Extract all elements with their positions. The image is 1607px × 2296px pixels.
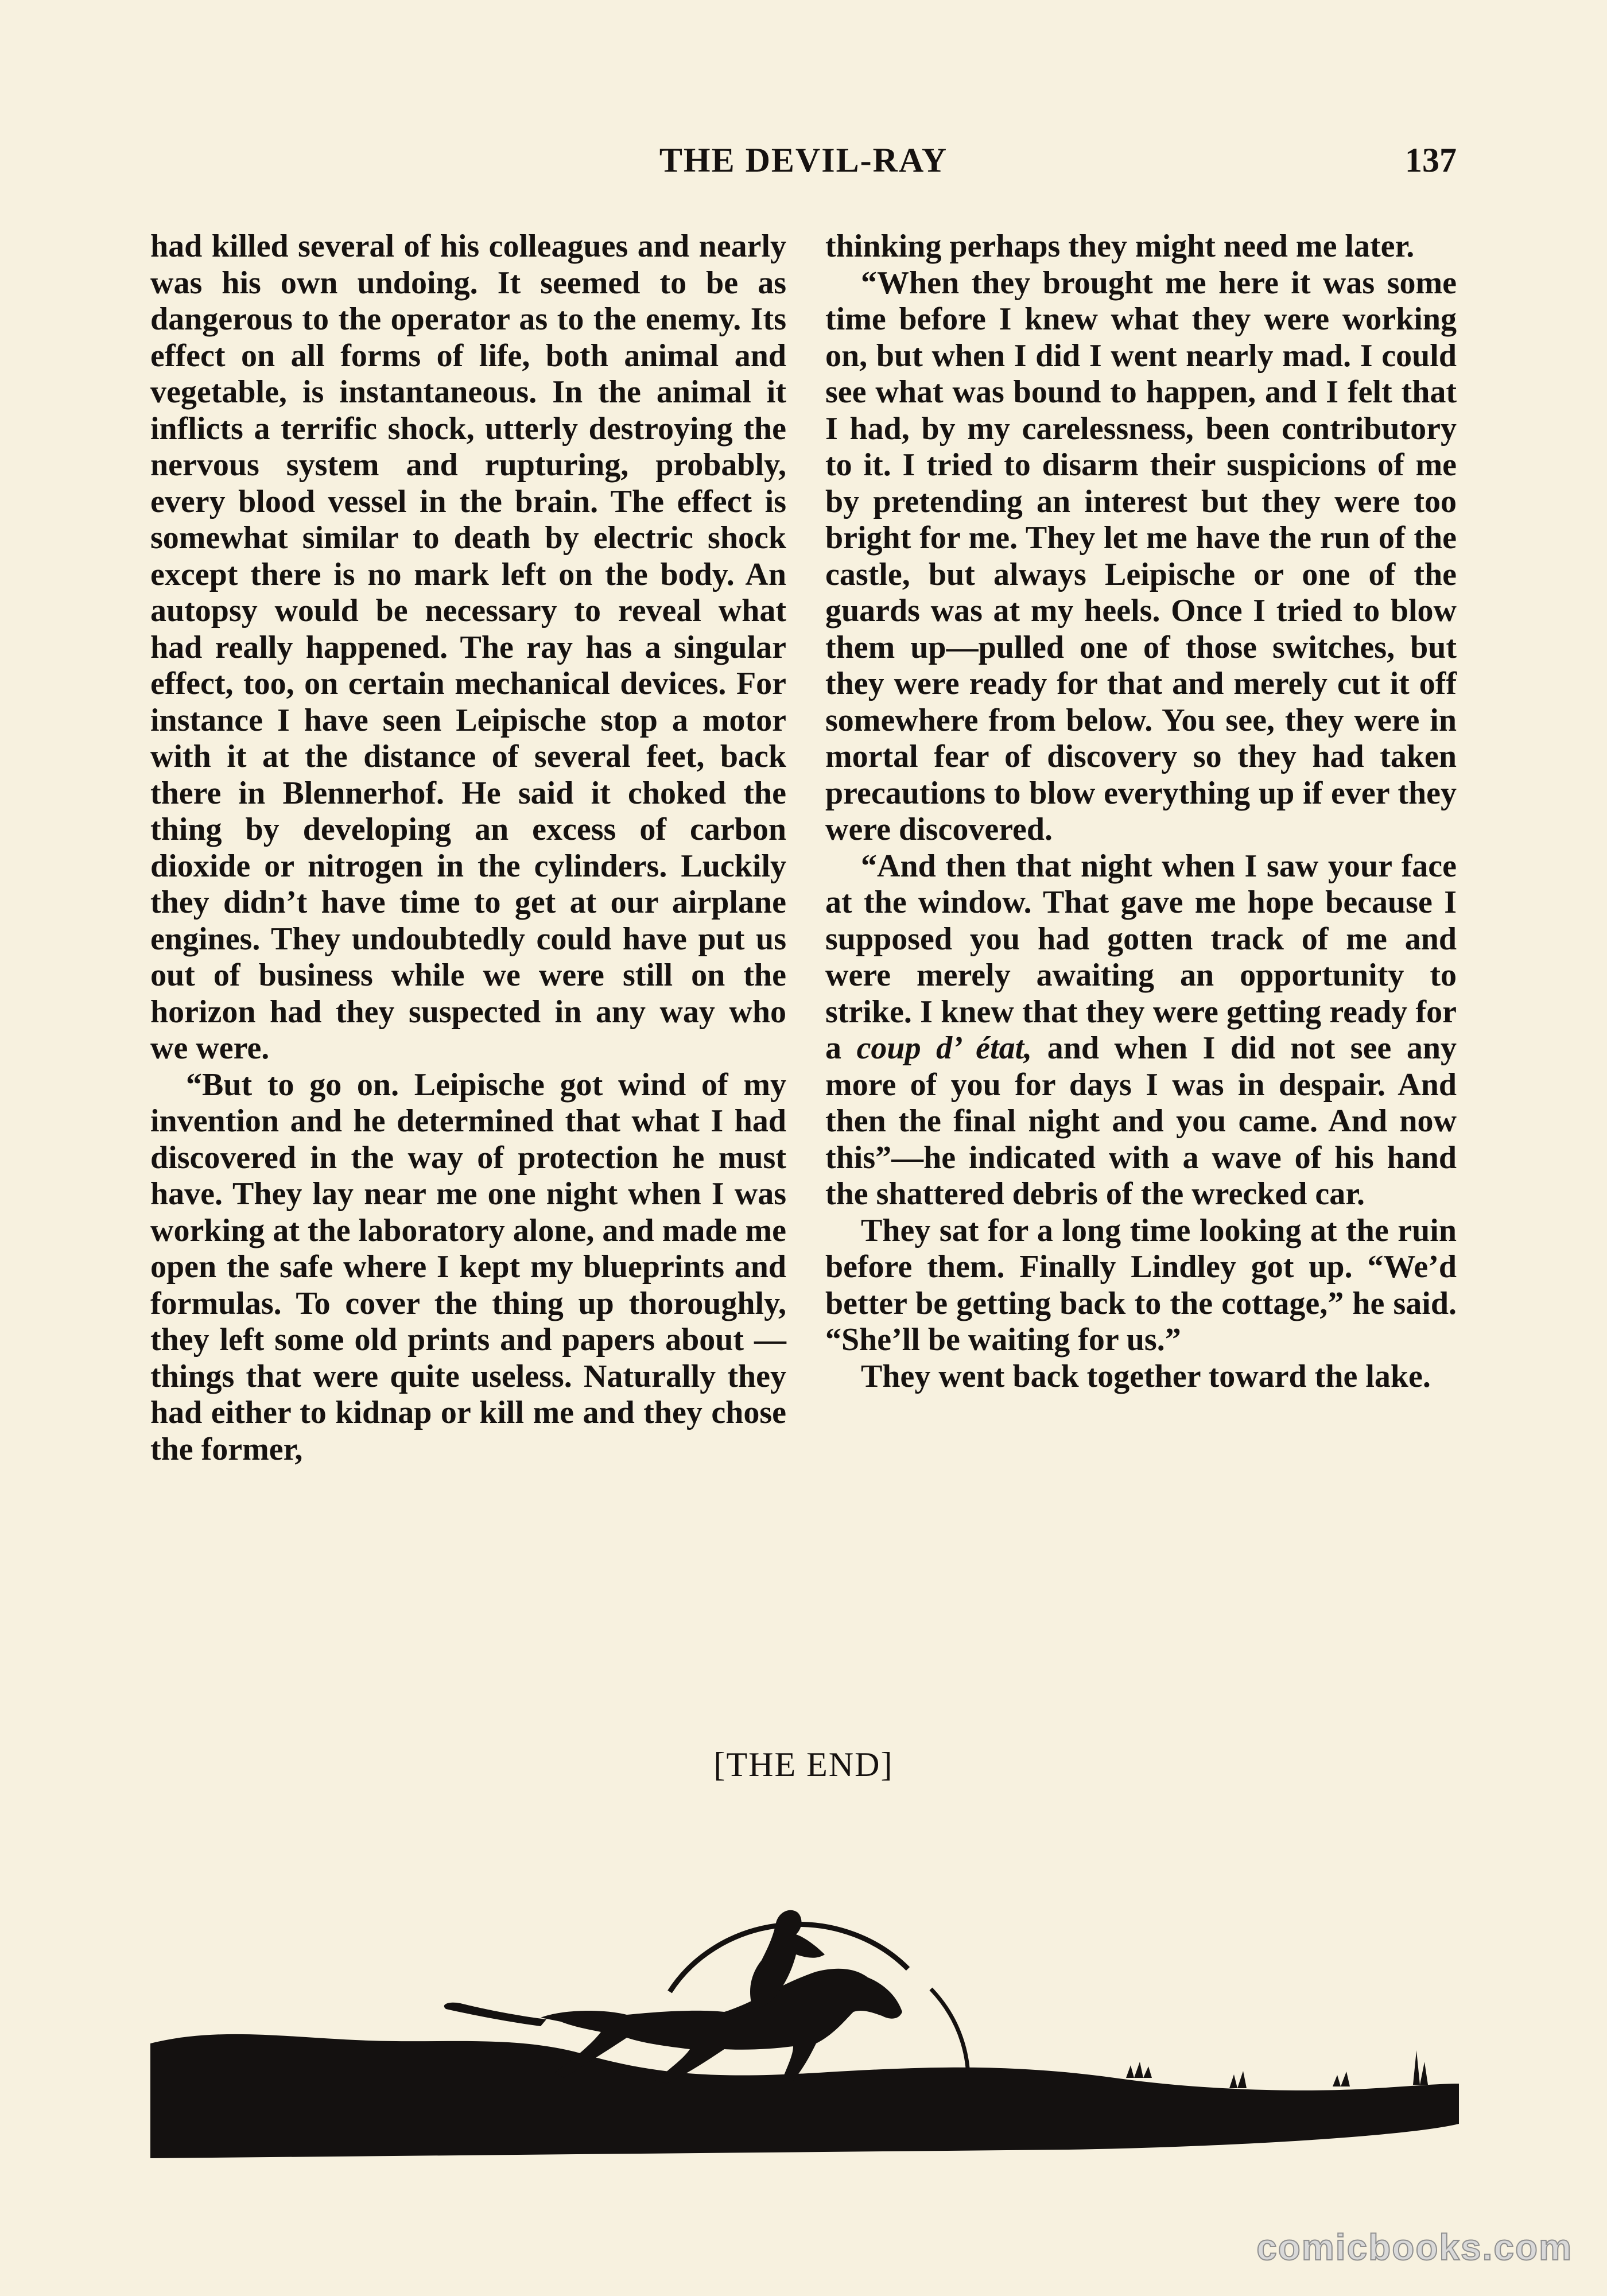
- paragraph: had killed several of his colleagues and nearly was his own undoing. It seemed to be as dangerous to the operator as to the enemy. Its effect on all forms of life, both animal and vegetable, is instantaneous. In the animal it inflicts a terrific shock, utterly destroying the nervous system and rupturing, probably, every blood vessel in the brain. The effect is somewhat similar to death by electric shock except there is no mark left on the body. An autopsy would be necessary to reveal what had really happened. The ray has a singular effect, too, on certain mechanical devices. For instance I have seen Leipische stop a motor with it at the distance of several feet, back there in Blennerhof. He said it choked the thing by developing an excess of carbon dioxide or nitrogen in the cylinders. Luckily they didn’t have time to get at our airplane engines. They undoubtedly could have put us out of business while we were still on the horizon had they suspected in any way who we were.: [150, 228, 786, 1066]
- left-column: [150, 228, 786, 1468]
- right-column: [825, 228, 1457, 1395]
- page-number: 137: [1405, 141, 1457, 179]
- paragraph-text: and when I did not see any more of you for days I was in despair. And then the final night and you came. And now this”—he indicated with a wave of his hand the shattered debris of the wrecked car.: [825, 1030, 1457, 1212]
- paragraph: [825, 848, 1457, 1213]
- rider-on-horse-silhouette-icon: [150, 1837, 1459, 2158]
- paragraph: They sat for a long time looking at the ruin before them. Finally Lindley got up. “We’d better be getting back to the cottage,” he said. “She’ll be waiting for us.”: [825, 1212, 1457, 1358]
- paragraph: They went back together toward the lake.: [861, 1358, 1431, 1394]
- paragraph: thinking perhaps they might need me later.: [825, 228, 1415, 264]
- paragraph: “But to go on. Leipische got wind of my invention and he determined that what I had discovered in the way of protection he must have. They lay near me one night when I was working at the laboratory alone, and made me open the safe where I kept my blueprints and formulas. To cover the thing up thoroughly, they left some old prints and papers about —things that were quite useless. Naturally they had either to kidnap or kill me and they chose the former,: [150, 1066, 786, 1467]
- running-title: THE DEVIL-RAY: [659, 141, 948, 179]
- watermark: comicbooks.com: [1256, 2227, 1573, 2268]
- paragraph-text: “And then that night when I saw your face at the window. That gave me hope because I supposed you had gotten track of me and were merely awaiting an opportunity to strike. I knew that they were getting ready for a: [825, 848, 1457, 1066]
- the-end-mark: [THE END]: [713, 1746, 894, 1783]
- italic-phrase: coup d’ état,: [856, 1030, 1032, 1066]
- paragraph: “When they brought me here it was some time before I knew what they were working on, but when I did I went nearly mad. I could see what was bound to happen, and I felt that I had, by my carelessness, been contributory to it. I tried to disarm their suspicions of me by pretending an interest but they were too bright for me. They let me have the run of the castle, but always Leipische or one of the guards was at my heels. Once I tried to blow them up—pulled one of those switches, but they were ready for that and merely cut it off somewhere from below. You see, they were in mortal fear of discovery so they had taken precautions to blow everything up if ever they were discovered.: [825, 265, 1457, 847]
- page-header: [150, 141, 1457, 187]
